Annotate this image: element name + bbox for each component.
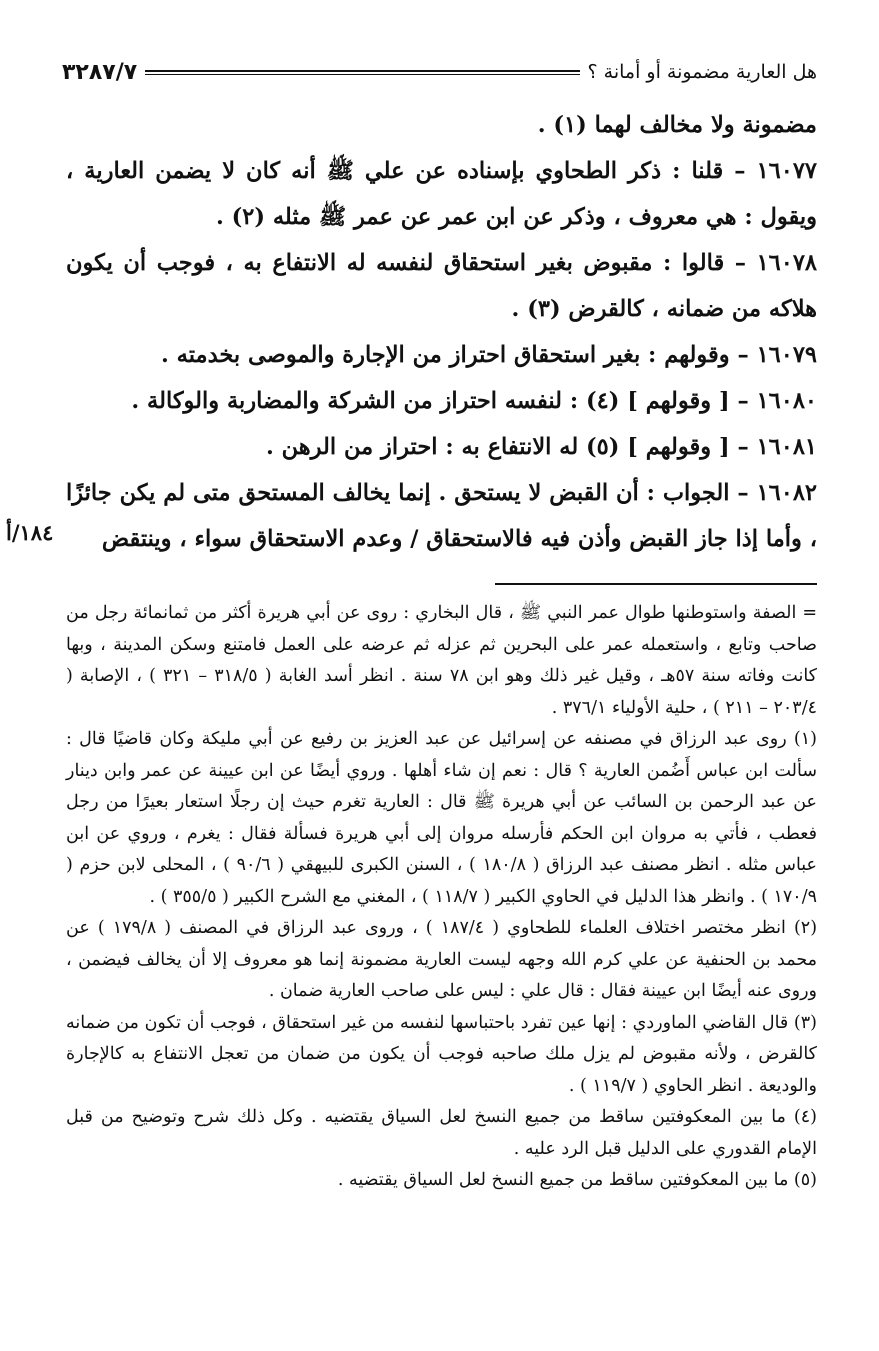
footnote: (٤) ما بين المعكوفتين ساقط من جميع النسخ لعل السياق يقتضيه . وكل ذلك شرح وتوضيح من قبل الإمام القدوري على الدليل قبل الرد عليه . [66,1107,817,1159]
footnote-continued [66,598,817,724]
paragraph: ١٦٠٧٨ – قالوا : مقبوض بغير استحقاق لنفسه له الانتفاع به ، فوجب أن يكون هلاكه من ضمانه ، كالقرض (٣) . [66,250,817,322]
running-header [62,52,817,92]
main-text [66,102,817,562]
header-rule [145,70,579,75]
folio-margin-note: ١٨٤/أ [6,520,54,545]
paragraph: مضمونة ولا مخالف لهما (١) . [537,112,817,138]
footnote-separator [495,583,817,585]
footnote-text: الصفة واستوطنها طوال عمر النبي ﷺ ، قال البخاري : روى عن أبي هريرة أكثر من ثمانمائة رجل من صاحب وتابع ، واستعمله عمر على البحرين ثم عزله ثم عرضه على العمل فامتنع وسكن المدينة ، وبها كانت وفاته سنة ٥٧هـ ، وقيل غير ذلك وهو ابن ٧٨ سنة . انظر أسد الغابة ( ٣١٨/٥ – ٣٢١ ) ، الإصابة ( ٢٠٣/٤ – ٢١١ ) ، حلية الأولياء ٣٧٦/١ . [66,603,818,718]
footnote: (١) روى عبد الرزاق في مصنفه عن إسرائيل عن عبد العزيز بن رفيع عن أبي مليكة وكان قاضيًا قال : سألت ابن عباس أَضُمن العارية ؟ قال : نعم إن شاء أهلها . وروي أيضًا عن ابن عيينة عن عمر وابن دينار عن عبد الرحمن بن السائب عن أبي هريرة ﷺ قال : العارية تغرم حيث إن رجلًا استعار بعيرًا من رجل فعطب ، فأتي به مروان ابن الحكم فأرسله مروان إلى أبي هريرة فسألة فقال : يغرم ، وروي عن ابن عباس مثله . انظر مصنف عبد الرزاق ( ١٨٠/٨ ) ، السنن الكبرى للبيهقي ( ٩٠/٦ ) ، المحلى لابن حزم ( ١٧٠/٩ ) . وانظر هذا الدليل في الحاوي الكبير ( ١١٨/٧ ) ، المغني مع الشرح الكبير ( ٣٥٥/٥ ) . [66,729,817,907]
paragraph: ١٦٠٨٢ – الجواب : أن القبض لا يستحق . إنما يخالف المستحق متى لم يكن جائزًا ، وأما إذا جاز القبض وأذن فيه فالاستحقاق / وعدم الاستحقاق سواء ، وينتقض [66,480,817,552]
paragraph: ١٦٠٧٧ – قلنا : ذكر الطحاوي بإسناده عن علي ﷺ أنه كان لا يضمن العارية ، ويقول : هي معروف ، وذكر عن ابن عمر عن عمر ﷺ مثله (٢) . [66,158,817,230]
paragraph: ١٦٠٨٠ – [ وقولهم ] (٤) : لنفسه احتراز من الشركة والمضاربة والوكالة . [131,388,817,414]
footnote: (٢) انظر مختصر اختلاف العلماء للطحاوي ( ١٨٧/٤ ) ، وروى عبد الرزاق في المصنف ( ١٧٩/٨ ) عن محمد بن الحنفية عن علي كرم الله وجهه ليست العارية مضمونة إنما هو معروف إلا أن يخالف فيضمن ، وروى عنه أيضًا ابن عيينة فقال : قال علي : ليس على صاحب العارية ضمان . [66,918,818,1001]
paragraph: ١٦٠٧٩ – وقولهم : بغير استحقاق احتراز من الإجارة والموصى بخدمته . [161,342,817,368]
footnote: (٣) قال القاضي الماوردي : إنها عين تفرد باحتباسها لنفسه من غير استحقاق ، فوجب أن تكون من ضمانه كالقرض ، ولأنه مقبوض لم يزل ملك صاحبه فوجب أن يكون من ضمان من تعجل الانتفاع به كالإجارة والوديعة . انظر الحاوي ( ١١٩/٧ ) . [66,1012,817,1096]
chapter-title: هل العارية مضمونة أو أمانة ؟ [587,61,817,83]
paragraph: ١٦٠٨١ – [ وقولهم ] (٥) له الانتفاع به : احتراز من الرهن . [265,434,817,460]
continuation-mark: = [802,603,817,623]
footnotes [66,598,817,1197]
footnote: (٥) ما بين المعكوفتين ساقط من جميع النسخ لعل السياق يقتضيه . [337,1170,817,1190]
page-number: ٣٢٨٧/٧ [62,59,138,85]
